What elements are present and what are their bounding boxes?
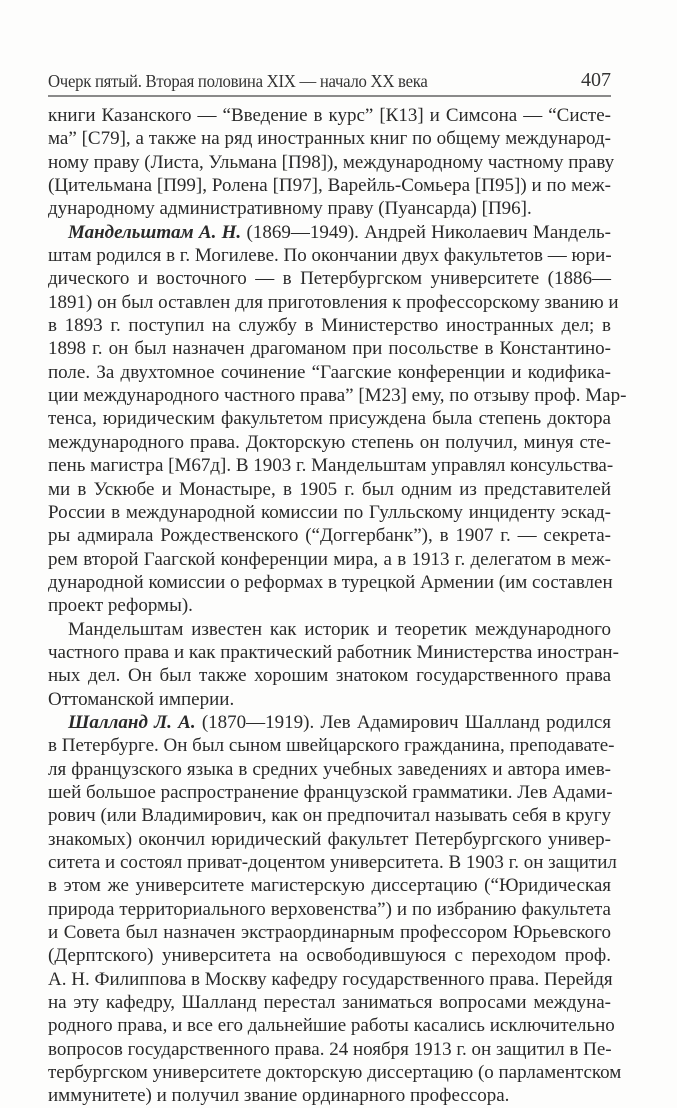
text-line (48, 851, 617, 874)
text-line (48, 618, 611, 641)
line-text: международного права. Докторскую степень он получил, минуя сте- (48, 431, 611, 453)
line-text: А. Н. Филиппова в Москву кафедру государственного права. Перейдя (48, 968, 613, 990)
text-line (48, 804, 611, 827)
line-text: и Совета был назначен экстраординарным профессором Юрьевского (48, 922, 611, 944)
line-text: дународной комиссии о реформах в турецкой Армении (им составлен (48, 571, 613, 593)
line-text: ми в Ускюбе и Монастыре, в 1905 г. был одним из представителей (48, 478, 611, 500)
text-line (48, 921, 611, 944)
line-text: в 1893 г. поступил на службу в Министерство иностранных дел; в (48, 315, 611, 337)
text-line (48, 174, 611, 197)
text-line (48, 431, 611, 454)
line-text: вопросов государственного права. 24 ноября 1913 г. он защитил в Пе- (48, 1038, 612, 1060)
text-line (48, 944, 611, 967)
line-text: рем второй Гаагской конференции мира, а в 1913 г. делегатом в меж- (48, 548, 611, 570)
text-line (48, 384, 627, 407)
line-text: штам родился в г. Могилеве. По окончании двух факультетов — юри- (48, 245, 612, 267)
line-text: (1869—1949). Андрей Николаевич Мандель- (241, 221, 611, 243)
line-text: поле. За двухтомное сочинение “Гаагские конференции и кодифика- (48, 361, 611, 383)
text-line (48, 197, 611, 220)
line-text: проект реформы). (48, 595, 193, 617)
line-text: (Цительмана [П99], Ролена [П97], Варейль-Сомьера [П95]) и по меж- (48, 175, 611, 197)
text-line (48, 828, 611, 851)
text-line (48, 758, 611, 781)
line-text: родного права, и все его дальнейшие работы касались исключительно (48, 1015, 615, 1037)
text-line (48, 968, 611, 991)
text-line (48, 734, 615, 757)
line-text: Оттоманской империи. (48, 688, 235, 710)
text-line (48, 524, 611, 547)
text-line (48, 688, 611, 711)
line-text: природа территориального верховенства”) и по избранию факультета (48, 898, 611, 920)
line-text: (1870—1919). Лев Адамирович Шалланд родился (195, 711, 612, 733)
text-line (48, 267, 611, 290)
text-line (48, 244, 611, 267)
text-line (48, 151, 615, 174)
text-line (48, 991, 611, 1014)
line-text: в Петербурге. Он был сыном швейцарского гражданина, преподавате- (48, 735, 615, 757)
text-line (48, 314, 611, 337)
line-text: Мандельштам известен как историк и теоретик международного (68, 618, 611, 640)
text-line (48, 407, 611, 430)
text-line (48, 1061, 622, 1084)
text-line (48, 1084, 611, 1107)
line-text: тенса, юридическим факультетом присуждена была степень доктора (48, 408, 611, 430)
line-text: 1898 г. он был назначен драгоманом при посольстве в Константино- (48, 338, 611, 360)
page-number: 407 (581, 69, 611, 91)
text-line (48, 1014, 615, 1037)
line-text: дународному административному праву (Пуансарда) [П96]. (48, 198, 532, 220)
text-line (48, 874, 611, 897)
text-line (48, 571, 611, 594)
text-line (48, 641, 619, 664)
running-header (48, 67, 611, 93)
line-text: книги Казанского — “Введение в курс” [К13] и Симсона — “Систе- (48, 105, 611, 126)
line-text: (Дерптского) университета на освободившуюся с переходом проф. (48, 945, 611, 967)
text-line (48, 548, 611, 571)
line-text: тербургском университете докторскую диссертацию (о парламентском (48, 1062, 622, 1084)
line-text: ма” [С79], а также на ряд иностранных книг по общему международ- (48, 128, 611, 150)
line-text: шей большое распространение французской грамматики. Лев Адами- (48, 781, 613, 803)
person-name: Мандельштам А. Н. (68, 221, 242, 243)
line-text: ных дел. Он был также хорошим знатоком государственного права (48, 665, 611, 687)
paragraph (48, 618, 619, 711)
line-text: пень магистра [М67д]. В 1903 г. Мандельштам управлял консульства- (48, 455, 614, 477)
line-text: в этом же университете магистерскую диссертацию (“Юридическая (48, 875, 611, 897)
paragraph (48, 221, 627, 618)
person-name: Шалланд Л. А. (68, 711, 196, 733)
text-line (48, 221, 611, 244)
text-line (48, 361, 611, 384)
running-title: Очерк пятый. Вторая половина XIX — начало XX века (48, 71, 428, 91)
paragraph (48, 711, 622, 1108)
line-text: ному праву (Листа, Ульмана [П98]), международному частному праву (48, 151, 615, 173)
text-line (48, 501, 611, 524)
paragraph (48, 104, 615, 221)
text-line (48, 664, 611, 687)
text-line (48, 1038, 611, 1061)
text-line (48, 127, 611, 150)
header-rule (48, 95, 611, 97)
text-line (48, 711, 611, 734)
line-text: России в международной комиссии по Гулльскому инциденту эскад- (48, 501, 611, 523)
line-text: дического и восточного — в Петербургском университете (1886— (48, 268, 611, 290)
line-text: ции международного частного права” [М23] ему, по отзыву проф. Мар- (48, 385, 627, 407)
line-text: частного права и как практический работник Министерства иностран- (48, 641, 619, 663)
line-text: ля французского языка в средних учебных заведениях и автора имев- (48, 758, 611, 780)
line-text: на эту кафедру, Шалланд перестал заниматься вопросами междуна- (48, 992, 611, 1014)
text-line (48, 594, 611, 617)
line-text: ситета и состоял приват-доцентом университета. В 1903 г. он защитил (48, 852, 617, 873)
text-line (48, 454, 614, 477)
text-line (48, 104, 611, 127)
text-line (48, 337, 611, 360)
line-text: 1891) он был оставлен для приготовления к профессорскому званию и (48, 291, 619, 313)
text-line (48, 781, 611, 804)
line-text: знакомых) окончил юридический факультет Петербургского универ- (48, 828, 611, 850)
line-text: ры адмирала Рождественского (“Доггербанк”), в 1907 г. — секрета- (48, 525, 611, 547)
text-line (48, 478, 611, 501)
text-line (48, 291, 619, 314)
body-text (48, 104, 627, 1108)
line-text: рович (или Владимирович, как он предпочитал называть себя в кругу (48, 805, 611, 827)
line-text: иммунитете) и получил звание ординарного профессора. (48, 1085, 510, 1107)
text-line (48, 898, 611, 921)
